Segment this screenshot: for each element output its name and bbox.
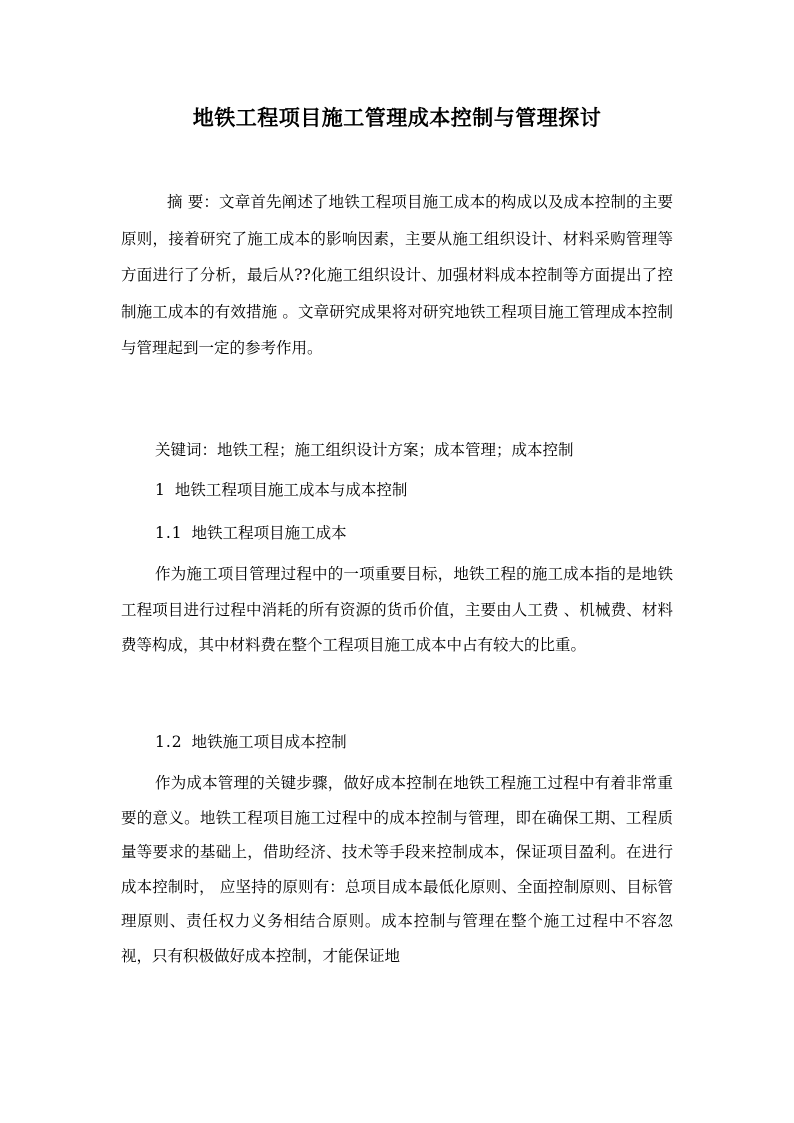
section-title: 地铁施工项目成本控制 — [191, 733, 347, 751]
abstract-paragraph: 摘 要：文章首先阐述了地铁工程项目施工成本的构成以及成本控制的主要原则，接着研究了施工成本的影响因素，主要从施工组织设计、材料采购管理等方面进行了分析，最后从??化施工组织设计、加强材料成本控制等方面提出了控制施工成本的有效措施 。文章研究成果将对研究地铁工程项目施工管理成本控制与管理起到一定的参考作用。 — [121, 193, 673, 357]
section-title: 地铁工程项目施工成本与成本控制 — [174, 481, 408, 499]
section-1-1-paragraph: 作为施工项目管理过程中的一项重要目标，地铁工程的施工成本指的是地铁工程项目进行过程中消耗的所有资源的货币价值，主要由人工费 、机械费、材料费等构成，其中材料费在整个工程项目施工成本中占有较大的比重。 — [121, 565, 673, 654]
section-1-2-paragraph: 作为成本管理的关键步骤，做好成本控制在地铁工程施工过程中有着非常重要的意义。地铁工程项目施工过程中的成本控制与管理，即在确保工期、工程质量等要求的基础上，借助经济、技术等手段来控制成本，保证项目盈利。在进行成本控制时， 应坚持的原则有：总项目成本最低化原则、全面控制原则、目标管理原则、责任权力义务相结合原则。成本控制与管理在整个施工过程中不容忽视，只有积极做好成本控制，才能保证地 — [121, 774, 673, 965]
section-1-2-heading — [155, 724, 347, 760]
section-number: 1 — [155, 481, 166, 499]
section-number: 1.2 — [155, 733, 183, 751]
section-number: 1.1 — [155, 524, 183, 542]
document-title: 地铁工程项目施工管理成本控制与管理探讨 — [192, 105, 602, 130]
keywords-line: 关键词：地铁工程；施工组织设计方案；成本管理；成本控制 — [155, 441, 574, 459]
section-1-1-heading — [155, 515, 347, 551]
section-title: 地铁工程项目施工成本 — [191, 524, 347, 542]
section-1-heading — [155, 472, 407, 508]
